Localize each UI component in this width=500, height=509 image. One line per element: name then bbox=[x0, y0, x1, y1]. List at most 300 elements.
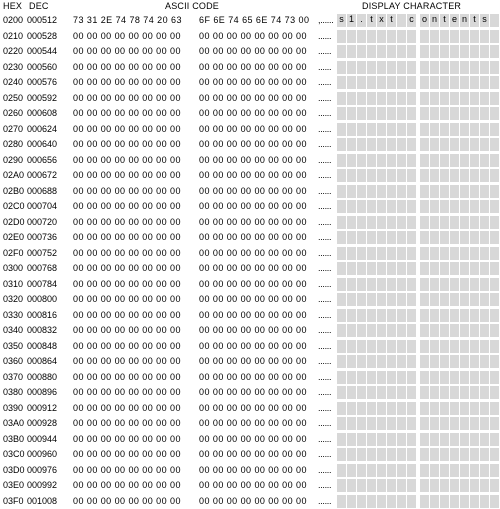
display-character-cell bbox=[337, 61, 346, 74]
display-character-cell bbox=[460, 309, 469, 322]
dec-address: 000896 bbox=[27, 387, 58, 397]
display-character-cell bbox=[387, 448, 396, 461]
hex-row bbox=[0, 292, 500, 308]
display-character-cell bbox=[420, 355, 429, 368]
dec-address: 000736 bbox=[27, 232, 58, 242]
display-character-cell bbox=[377, 231, 386, 244]
display-character-cell bbox=[397, 61, 406, 74]
display-character-cell bbox=[450, 293, 459, 306]
display-character-cell bbox=[430, 386, 439, 399]
display-character-cell bbox=[387, 30, 396, 43]
display-character-cell bbox=[420, 30, 429, 43]
hex-row bbox=[0, 13, 500, 29]
display-character-cell bbox=[397, 309, 406, 322]
display-character-cell bbox=[440, 324, 449, 337]
display-character-cell bbox=[367, 371, 376, 384]
display-character-cell bbox=[397, 30, 406, 43]
ascii-dots: ...... bbox=[318, 464, 332, 475]
display-character-cell bbox=[377, 479, 386, 492]
display-character-cell bbox=[407, 495, 416, 508]
display-character-cell bbox=[460, 278, 469, 291]
display-character-cell bbox=[347, 185, 356, 198]
display-character-cell bbox=[397, 247, 406, 260]
display-character-cell bbox=[450, 309, 459, 322]
hex-address: 0200 bbox=[3, 15, 24, 25]
display-character-cell bbox=[420, 324, 429, 337]
ascii-dots: ...... bbox=[318, 154, 332, 165]
ascii-bytes-group-1: 00 00 00 00 00 00 00 00 bbox=[73, 325, 181, 335]
ascii-dots: ...... bbox=[318, 123, 332, 134]
hex-address: 0310 bbox=[3, 278, 24, 289]
display-character-cell bbox=[337, 324, 346, 337]
hex-address: 02B0 bbox=[3, 185, 25, 196]
display-character-cell bbox=[407, 309, 416, 322]
display-character-cell bbox=[377, 355, 386, 368]
ascii-bytes-group-2: 00 00 00 00 00 00 00 00 bbox=[199, 480, 307, 490]
display-character-cell bbox=[470, 185, 479, 198]
display-character-cell bbox=[440, 185, 449, 198]
display-character-cell bbox=[407, 479, 416, 492]
ascii-bytes-group-2: 00 00 00 00 00 00 00 00 bbox=[199, 216, 307, 227]
display-character-cell bbox=[367, 309, 376, 322]
display-character-cell bbox=[490, 278, 499, 291]
ascii-bytes-group-2: 00 00 00 00 00 00 00 00 bbox=[199, 387, 307, 397]
ascii-bytes-group-2: 00 00 00 00 00 00 00 00 bbox=[199, 294, 307, 304]
ascii-dots: ...... bbox=[318, 46, 332, 56]
display-character-cell bbox=[387, 154, 396, 167]
display-character-cell bbox=[347, 479, 356, 492]
display-character-cell bbox=[357, 216, 366, 229]
display-character-cell bbox=[420, 433, 429, 446]
ascii-dots: ...... bbox=[318, 371, 332, 382]
display-character-cell bbox=[490, 14, 499, 27]
dec-address: 000640 bbox=[27, 139, 58, 149]
display-character-cell bbox=[407, 107, 416, 120]
display-character-cell bbox=[470, 61, 479, 74]
ascii-bytes-group-2: 00 00 00 00 00 00 00 00 bbox=[199, 371, 307, 382]
display-character-cell bbox=[490, 107, 499, 120]
display-character-cell bbox=[490, 479, 499, 492]
display-character-cell bbox=[430, 262, 439, 275]
ascii-bytes-group-2: 00 00 00 00 00 00 00 00 bbox=[199, 232, 307, 242]
display-character-cell bbox=[397, 386, 406, 399]
display-character-cell bbox=[470, 371, 479, 384]
display-character-cell bbox=[420, 154, 429, 167]
display-character-cell bbox=[480, 107, 489, 120]
display-character-cell bbox=[357, 495, 366, 508]
ascii-bytes-group-1: 00 00 00 00 00 00 00 00 bbox=[73, 77, 181, 87]
display-character-cell bbox=[470, 464, 479, 477]
header-ascii-code: ASCII CODE bbox=[165, 1, 220, 11]
display-character-cell bbox=[377, 262, 386, 275]
ascii-bytes-group-1: 00 00 00 00 00 00 00 00 bbox=[73, 247, 181, 258]
ascii-dots: ...... bbox=[318, 480, 332, 490]
display-character-cell bbox=[367, 495, 376, 508]
display-character-cell: e bbox=[450, 14, 459, 27]
display-character-cell bbox=[337, 107, 346, 120]
display-character-cell bbox=[347, 433, 356, 446]
display-character-cell bbox=[357, 76, 366, 89]
display-character-cell bbox=[460, 247, 469, 260]
display-character-cell bbox=[407, 402, 416, 415]
display-character-cell bbox=[420, 247, 429, 260]
display-character-cell bbox=[440, 448, 449, 461]
ascii-bytes-group-1: 00 00 00 00 00 00 00 00 bbox=[73, 433, 181, 444]
display-character-cell bbox=[490, 169, 499, 182]
display-character-cell bbox=[460, 123, 469, 136]
display-character-cell bbox=[367, 402, 376, 415]
display-character-cell bbox=[460, 154, 469, 167]
display-character-cell bbox=[377, 138, 386, 151]
display-character-cell bbox=[377, 200, 386, 213]
ascii-bytes-group-1: 00 00 00 00 00 00 00 00 bbox=[73, 356, 181, 366]
dec-address: 000768 bbox=[27, 263, 58, 273]
hex-address: 0240 bbox=[3, 77, 24, 87]
display-character-cell bbox=[430, 324, 439, 337]
display-character-cell bbox=[450, 45, 459, 58]
display-character-cell bbox=[470, 154, 479, 167]
hex-address: 0390 bbox=[3, 402, 24, 413]
ascii-bytes-group-1: 00 00 00 00 00 00 00 00 bbox=[73, 139, 181, 149]
ascii-bytes-group-1: 00 00 00 00 00 00 00 00 bbox=[73, 449, 181, 459]
dec-address: 000528 bbox=[27, 30, 58, 41]
dec-address: 000720 bbox=[27, 216, 58, 227]
display-character-cell bbox=[407, 247, 416, 260]
display-character-cell bbox=[387, 479, 396, 492]
display-character-cell bbox=[480, 386, 489, 399]
dec-address: 000912 bbox=[27, 402, 58, 413]
display-character-cell bbox=[470, 92, 479, 105]
display-character-cell bbox=[480, 247, 489, 260]
ascii-dots: ...... bbox=[318, 387, 332, 397]
hex-row bbox=[0, 122, 500, 138]
display-character-cell bbox=[387, 231, 396, 244]
display-character-cell bbox=[430, 355, 439, 368]
dec-address: 000624 bbox=[27, 123, 58, 134]
display-character-cell bbox=[357, 123, 366, 136]
ascii-bytes-group-1: 73 31 2E 74 78 74 20 63 bbox=[73, 15, 182, 25]
display-character-cell bbox=[367, 479, 376, 492]
display-character-cell bbox=[407, 231, 416, 244]
display-character-cell bbox=[397, 200, 406, 213]
display-character-cell bbox=[407, 355, 416, 368]
display-character-cell bbox=[397, 123, 406, 136]
display-character-cell bbox=[377, 371, 386, 384]
hex-address: 0370 bbox=[3, 371, 24, 382]
display-character-cell bbox=[377, 169, 386, 182]
display-character-cell bbox=[480, 45, 489, 58]
display-character-cell bbox=[420, 123, 429, 136]
display-character-cell bbox=[347, 138, 356, 151]
display-character-cell bbox=[430, 123, 439, 136]
display-character-cell bbox=[367, 138, 376, 151]
display-character-cell bbox=[460, 76, 469, 89]
hex-address: 0330 bbox=[3, 309, 24, 320]
display-character-cell bbox=[367, 123, 376, 136]
display-character-cell bbox=[480, 185, 489, 198]
display-character-cell bbox=[460, 464, 469, 477]
display-character-cell bbox=[367, 107, 376, 120]
display-character-cell bbox=[367, 324, 376, 337]
ascii-bytes-group-2: 00 00 00 00 00 00 00 00 bbox=[199, 433, 307, 444]
display-character-cell bbox=[397, 293, 406, 306]
ascii-bytes-group-1: 00 00 00 00 00 00 00 00 bbox=[73, 278, 181, 289]
display-character-cell bbox=[470, 495, 479, 508]
dec-address: 000976 bbox=[27, 464, 58, 475]
display-character-cell bbox=[357, 278, 366, 291]
ascii-dots: ...... bbox=[318, 108, 332, 118]
display-character-cell bbox=[430, 417, 439, 430]
ascii-bytes-group-1: 00 00 00 00 00 00 00 00 bbox=[73, 340, 181, 351]
display-character-cell bbox=[460, 371, 469, 384]
display-character-cell bbox=[387, 216, 396, 229]
display-character-cell bbox=[367, 76, 376, 89]
display-character-cell bbox=[367, 433, 376, 446]
display-character-cell: t bbox=[440, 14, 449, 27]
display-character-cell bbox=[470, 45, 479, 58]
display-character-cell: t bbox=[367, 14, 376, 27]
hex-row bbox=[0, 339, 500, 355]
ascii-bytes-group-1: 00 00 00 00 00 00 00 00 bbox=[73, 30, 181, 41]
ascii-dots: ...... bbox=[318, 294, 332, 304]
display-character-cell bbox=[387, 185, 396, 198]
display-character-cell bbox=[490, 61, 499, 74]
display-character-cell bbox=[357, 169, 366, 182]
display-character-cell bbox=[430, 402, 439, 415]
hex-row bbox=[0, 401, 500, 417]
display-character-cell bbox=[387, 340, 396, 353]
display-character-cell bbox=[347, 495, 356, 508]
display-character-cell bbox=[397, 185, 406, 198]
display-character-cell bbox=[407, 76, 416, 89]
display-character-cell bbox=[337, 340, 346, 353]
ascii-bytes-group-2: 00 00 00 00 00 00 00 00 bbox=[199, 201, 307, 211]
ascii-bytes-group-2: 00 00 00 00 00 00 00 00 bbox=[199, 185, 307, 196]
dec-address: 000928 bbox=[27, 418, 58, 428]
display-character-cell bbox=[440, 61, 449, 74]
display-character-cell bbox=[420, 45, 429, 58]
display-character-cell bbox=[470, 417, 479, 430]
hex-address: 0260 bbox=[3, 108, 24, 118]
display-character-cell bbox=[440, 293, 449, 306]
display-character-cell bbox=[387, 262, 396, 275]
display-character-cell bbox=[430, 495, 439, 508]
display-character-cell bbox=[480, 495, 489, 508]
display-character-cell bbox=[490, 30, 499, 43]
display-character-cell bbox=[470, 247, 479, 260]
display-character-cell bbox=[450, 262, 459, 275]
dec-address: 000800 bbox=[27, 294, 58, 304]
display-character-cell bbox=[387, 138, 396, 151]
ascii-dots: ...... bbox=[318, 433, 332, 444]
display-character-cell bbox=[450, 92, 459, 105]
display-character-cell bbox=[347, 61, 356, 74]
display-character-cell bbox=[397, 340, 406, 353]
display-character-cell bbox=[480, 355, 489, 368]
ascii-dots: ...... bbox=[318, 92, 332, 103]
display-character-cell bbox=[377, 123, 386, 136]
ascii-bytes-group-2: 00 00 00 00 00 00 00 00 bbox=[199, 325, 307, 335]
display-character-cell bbox=[420, 340, 429, 353]
display-character-cell bbox=[420, 495, 429, 508]
display-character-cell bbox=[397, 45, 406, 58]
display-character-cell bbox=[407, 216, 416, 229]
display-character-cell bbox=[407, 464, 416, 477]
dec-address: 000704 bbox=[27, 201, 58, 211]
display-character-cell bbox=[347, 107, 356, 120]
display-character-cell bbox=[420, 262, 429, 275]
display-character-cell bbox=[470, 309, 479, 322]
display-character-cell bbox=[450, 324, 459, 337]
display-character-cell bbox=[377, 340, 386, 353]
display-character-cell bbox=[450, 278, 459, 291]
display-character-cell bbox=[337, 417, 346, 430]
hex-row bbox=[0, 246, 500, 262]
hex-row bbox=[0, 184, 500, 200]
display-character-cell bbox=[397, 355, 406, 368]
display-character-cell bbox=[460, 433, 469, 446]
display-character-cell bbox=[387, 45, 396, 58]
display-character-cell bbox=[490, 123, 499, 136]
ascii-bytes-group-2: 00 00 00 00 00 00 00 00 bbox=[199, 418, 307, 428]
display-character-cell bbox=[387, 123, 396, 136]
hex-address: 03C0 bbox=[3, 449, 25, 459]
ascii-bytes-group-2: 00 00 00 00 00 00 00 00 bbox=[199, 61, 307, 72]
display-character-cell: x bbox=[377, 14, 386, 27]
display-character-cell bbox=[430, 61, 439, 74]
display-character-cell bbox=[407, 448, 416, 461]
display-character-cell bbox=[377, 433, 386, 446]
ascii-bytes-group-1: 00 00 00 00 00 00 00 00 bbox=[73, 92, 181, 103]
display-character-cell bbox=[440, 231, 449, 244]
display-character-cell bbox=[420, 448, 429, 461]
hex-address: 0350 bbox=[3, 340, 24, 351]
ascii-dots: ,...... bbox=[318, 15, 334, 25]
ascii-dots: ...... bbox=[318, 418, 332, 428]
display-character-cell bbox=[480, 464, 489, 477]
display-character-cell bbox=[357, 61, 366, 74]
hex-row bbox=[0, 168, 500, 184]
ascii-dots: ...... bbox=[318, 495, 332, 506]
hex-address: 02F0 bbox=[3, 247, 24, 258]
display-character-cell bbox=[470, 107, 479, 120]
display-character-cell bbox=[337, 278, 346, 291]
display-character-cell bbox=[490, 324, 499, 337]
display-character-cell bbox=[397, 107, 406, 120]
hex-address: 0380 bbox=[3, 387, 24, 397]
display-character-cell bbox=[337, 495, 346, 508]
display-character-cell bbox=[440, 216, 449, 229]
display-character-cell bbox=[480, 154, 489, 167]
display-character-cell bbox=[367, 61, 376, 74]
display-character-cell bbox=[490, 448, 499, 461]
display-character-cell bbox=[387, 386, 396, 399]
display-character-cell bbox=[337, 262, 346, 275]
display-character-cell bbox=[397, 138, 406, 151]
hex-row bbox=[0, 29, 500, 45]
display-character-cell bbox=[407, 185, 416, 198]
display-character-cell bbox=[460, 185, 469, 198]
display-character-cell bbox=[490, 495, 499, 508]
display-character-cell bbox=[377, 61, 386, 74]
ascii-dots: ...... bbox=[318, 449, 332, 459]
display-character-cell bbox=[450, 495, 459, 508]
display-character-cell bbox=[367, 216, 376, 229]
display-character-cell bbox=[450, 402, 459, 415]
display-character-cell bbox=[440, 479, 449, 492]
display-character-cell bbox=[357, 464, 366, 477]
display-character-cell bbox=[347, 448, 356, 461]
ascii-bytes-group-2: 6F 6E 74 65 6E 74 73 00 bbox=[199, 15, 310, 25]
display-character-cell bbox=[387, 433, 396, 446]
display-character-cell bbox=[377, 45, 386, 58]
display-character-cell bbox=[440, 433, 449, 446]
display-character-cell bbox=[397, 231, 406, 244]
display-character-cell bbox=[440, 495, 449, 508]
hex-dump-table bbox=[0, 13, 500, 509]
display-character-cell bbox=[480, 76, 489, 89]
display-character-cell bbox=[377, 402, 386, 415]
hex-row bbox=[0, 106, 500, 122]
display-character-cell bbox=[377, 154, 386, 167]
hex-row bbox=[0, 370, 500, 386]
display-character-cell bbox=[430, 76, 439, 89]
display-character-cell bbox=[480, 61, 489, 74]
display-character-cell: n bbox=[430, 14, 439, 27]
display-character-cell bbox=[430, 185, 439, 198]
dec-address: 000848 bbox=[27, 340, 58, 351]
display-character-cell bbox=[430, 216, 439, 229]
ascii-dots: ...... bbox=[318, 61, 332, 72]
display-character-cell bbox=[460, 262, 469, 275]
display-character-cell bbox=[387, 495, 396, 508]
hex-address: 02D0 bbox=[3, 216, 25, 227]
display-character-cell bbox=[357, 386, 366, 399]
display-character-cell bbox=[420, 464, 429, 477]
display-character-cell bbox=[440, 371, 449, 384]
display-character-cell bbox=[430, 247, 439, 260]
display-character-cell bbox=[387, 169, 396, 182]
display-character-cell bbox=[397, 402, 406, 415]
ascii-bytes-group-1: 00 00 00 00 00 00 00 00 bbox=[73, 185, 181, 196]
hex-address: 0300 bbox=[3, 263, 24, 273]
display-character-cell bbox=[470, 231, 479, 244]
hex-address: 0250 bbox=[3, 92, 24, 103]
dec-address: 000832 bbox=[27, 325, 58, 335]
display-character-cell bbox=[357, 402, 366, 415]
display-character-cell bbox=[397, 262, 406, 275]
display-character-cell bbox=[337, 448, 346, 461]
display-character-cell bbox=[387, 107, 396, 120]
dec-address: 000688 bbox=[27, 185, 58, 196]
display-character-cell bbox=[357, 45, 366, 58]
display-character-cell bbox=[470, 433, 479, 446]
hex-address: 02C0 bbox=[3, 201, 25, 211]
display-character-cell bbox=[357, 30, 366, 43]
dec-address: 000752 bbox=[27, 247, 58, 258]
ascii-bytes-group-2: 00 00 00 00 00 00 00 00 bbox=[199, 108, 307, 118]
display-character-cell bbox=[430, 278, 439, 291]
display-character-cell bbox=[337, 169, 346, 182]
display-character-cell bbox=[460, 216, 469, 229]
display-character-cell bbox=[347, 231, 356, 244]
display-character-cell bbox=[347, 92, 356, 105]
display-character-cell bbox=[357, 92, 366, 105]
hex-address: 0210 bbox=[3, 30, 24, 41]
display-character-cell bbox=[377, 324, 386, 337]
display-character-cell bbox=[420, 293, 429, 306]
display-character-cell bbox=[430, 464, 439, 477]
